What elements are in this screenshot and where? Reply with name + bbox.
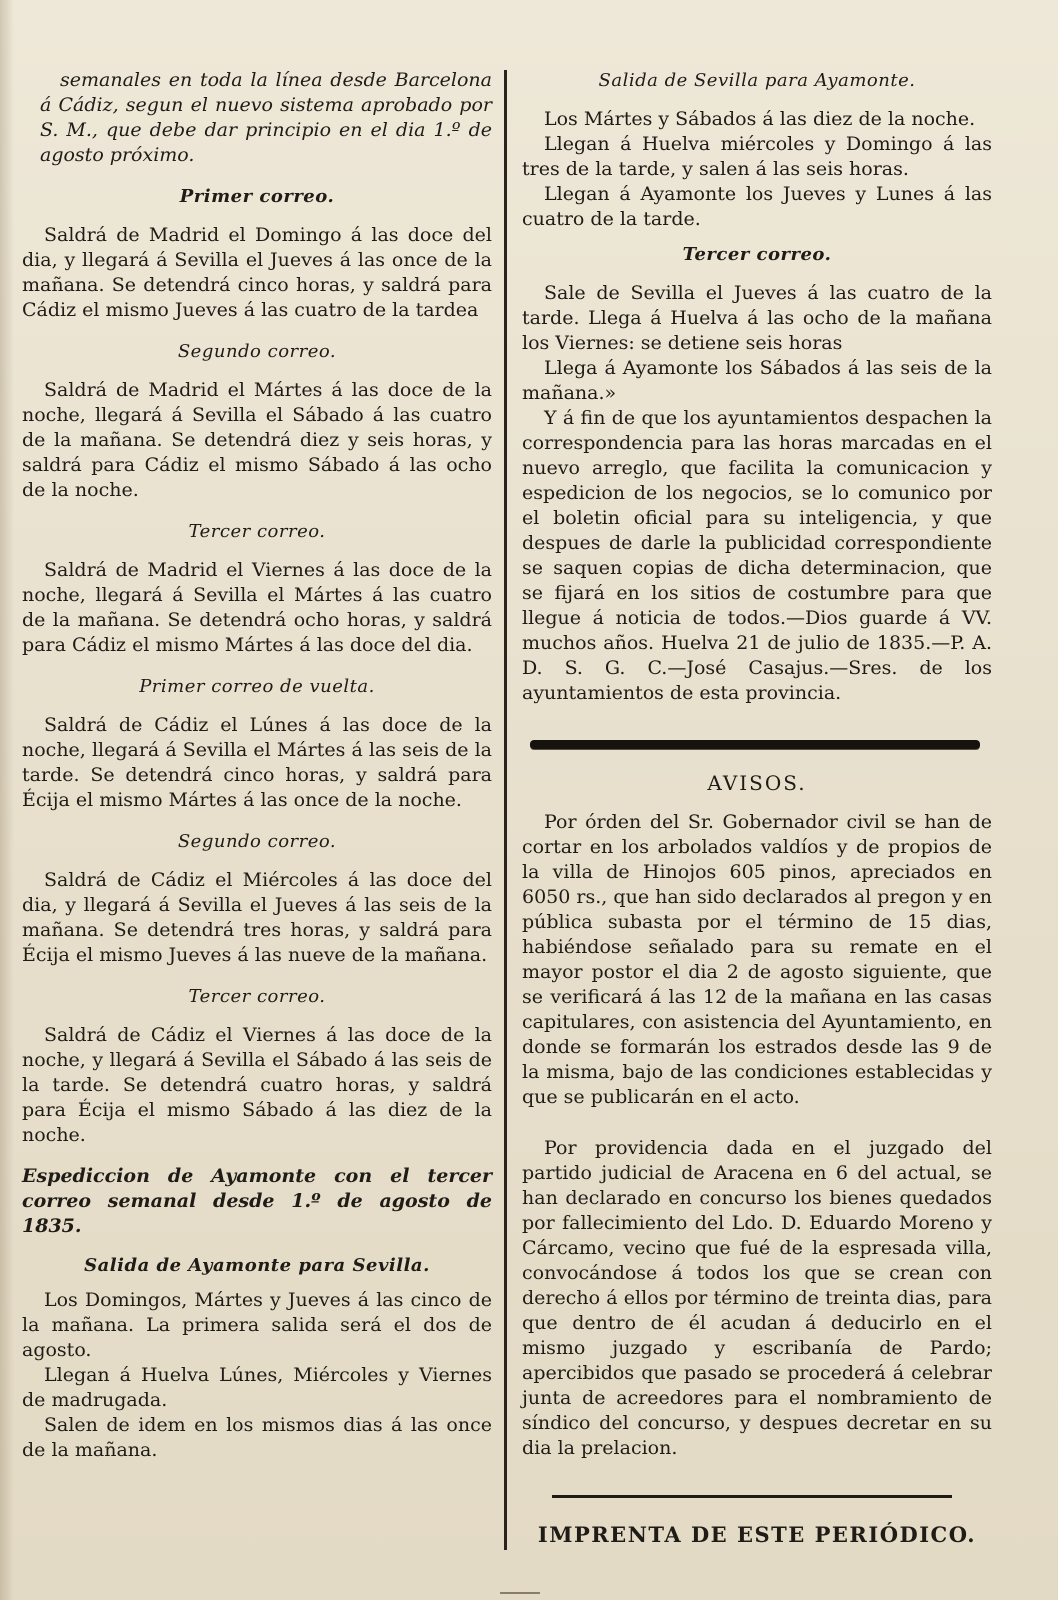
right-column: [522, 68, 992, 1547]
paragraph-primer-correo: Saldrá de Madrid el Domingo á las doce del dia, y llegará á Sevilla el Jueves á las once de la mañana. Se detendrá cinco horas, y saldrá para Cádiz el mismo Jueves á las cuatro de la tardea: [22, 224, 492, 321]
closing-rule: [552, 1495, 952, 1498]
paragraph-segundo-correo-vuelta: Saldrá de Cádiz el Miércoles á las doce del dia, y llegará á Sevilla el Jueves á las seis de la mañana. Se detendrá tres horas, y saldrá para Écija el mismo Jueves á las nueve de la mañana.: [22, 869, 492, 966]
left-column: [22, 68, 492, 1463]
heading-tercer-correo: Tercer correo.: [188, 521, 326, 542]
page-edge-mark: [500, 1592, 540, 1594]
paragraph-fin: Y á fin de que los ayuntamientos despachen la correspondencia para las horas marcadas en el nuevo arreglo, que facilita la comunicacion y espedicion de los negocios, se lo comunico por el boletin oficial para su inteligencia, y que despues de darle la publicidad correspondiente se saquen copias de dicha determinacion, que se fijará en los sitios de costumbre para que llegue á noticia de todos.—Dios guarde á VV. muchos años. Huelva 21 de julio de 1835.—P. A. D. S. G. C.—José Casajus.—Sres. de los ayuntamientos de esta provincia.: [522, 407, 992, 704]
paragraph-llegan-huelva-right: Llegan á Huelva miércoles y Domingo á las tres de la tarde, y salen á las seis horas.: [522, 133, 992, 180]
paragraph-segundo-correo: Saldrá de Madrid el Mártes á las doce de la noche, llegará á Sevilla el Sábado á las cuatro de la mañana. Se detendrá diez y seis horas, y saldrá para Cádiz el mismo Sábado á las ocho de la noche.: [22, 379, 492, 501]
heading-salida-sevilla: Salida de Sevilla para Ayamonte.: [598, 70, 916, 91]
heading-segundo-correo: Segundo correo.: [177, 341, 337, 362]
paragraph-sale: Sale de Sevilla el Jueves á las cuatro de la tarde. Llega á Huelva á las ocho de la mañana los Viernes: se detiene seis horas: [522, 282, 992, 354]
heading-segundo-correo-vuelta: Segundo correo.: [177, 831, 337, 852]
paragraph-llegan-ayamonte: Llegan á Ayamonte los Jueves y Lunes á las cuatro de la tarde.: [522, 183, 992, 230]
aviso-hinojos: Por órden del Sr. Gobernador civil se han de cortar en los arbolados valdíos y de propios de la villa de Hinojos 605 pinos, apreciados en 6050 rs., que han sido declarados al pregon y en pública subasta por el término de 15 dias, habiéndose señalado para su remate en el mayor postor el dia 2 de agosto siguiente, que se verificará á las 12 de la mañana en las casas capitulares, con asistencia del Ayuntamiento, en donde se formarán los estrados desde las 9 de la misma, bajo de las condiciones establecidas y que se publicarán en el acto.: [522, 811, 992, 1108]
paragraph-llegan-huelva: Llegan á Huelva Lúnes, Miércoles y Viernes de madrugada.: [22, 1364, 492, 1411]
avisos-title: AVISOS.: [707, 771, 807, 795]
paragraph-tercer-correo-vuelta: Saldrá de Cádiz el Viernes á las doce de la noche, y llegará á Sevilla el Sábado á las seis de la tarde. Se detendrá cuatro horas, y saldrá para Écija el mismo Sábado á las diez de la noche.: [22, 1024, 492, 1146]
section-rule: [530, 740, 980, 749]
imprenta-footer: IMPRENTA DE ESTE PERIÓDICO.: [537, 1522, 977, 1547]
paragraph-domingos: Los Domingos, Mártes y Jueves á las cinco de la mañana. La primera salida será el dos de agosto.: [22, 1289, 492, 1361]
paragraph-salen: Salen de idem en los mismos dias á las once de la mañana.: [22, 1414, 492, 1461]
paragraph-martes-sabados: Los Mártes y Sábados á las diez de la noche.: [544, 108, 976, 130]
paragraph-llega: Llega á Ayamonte los Sábados á las seis de la mañana.»: [522, 357, 992, 404]
paragraph-tercer-correo: Saldrá de Madrid el Viernes á las doce de la noche, llegará á Sevilla el Mártes á las cuatro de la mañana. Se detendrá ocho horas, y saldrá para Cádiz el mismo Mártes á las doce del dia.: [22, 559, 492, 656]
espedicion-heading: Espediccion de Ayamonte con el tercer correo semanal desde 1.º de agosto de 1835.: [22, 1165, 492, 1237]
heading-salida-ayamonte: Salida de Ayamonte para Sevilla.: [84, 1255, 430, 1276]
paragraph-primer-correo-vuelta: Saldrá de Cádiz el Lúnes á las doce de la noche, llegará á Sevilla el Mártes á las seis de la tarde. Se detendrá cinco horas, y saldrá para Écija el mismo Mártes á las once de la noche.: [22, 714, 492, 811]
heading-primer-correo-vuelta: Primer correo de vuelta.: [139, 676, 375, 697]
column-divider: [504, 70, 507, 1550]
heading-primer-correo: Primer correo.: [179, 186, 335, 207]
heading-tercer-correo-right: Tercer correo.: [682, 244, 832, 265]
intro-paragraph: semanales en toda la línea desde Barcelona á Cádiz, segun el nuevo sistema aprobado por S. M., que debe dar principio en el dia 1.º de agosto próximo.: [40, 69, 492, 166]
heading-tercer-correo-vuelta: Tercer correo.: [188, 986, 326, 1007]
aviso-aracena: Por providencia dada en el juzgado del partido judicial de Aracena en 6 del actual, se han declarado en concurso los bienes quedados por fallecimiento del Ldo. D. Eduardo Moreno y Cárcamo, vecino que fué de la espresada villa, convocándose á todos los que se crean con derecho á ellos por término de treinta dias, para que dentro de él acudan á deducirlo en el mismo juzgado y escribanía de Pardo; apercibidos que pasado se procederá á celebrar junta de acreedores para el nombramiento de síndico del concurso, y despues decretar en su dia la prelacion.: [522, 1137, 992, 1459]
